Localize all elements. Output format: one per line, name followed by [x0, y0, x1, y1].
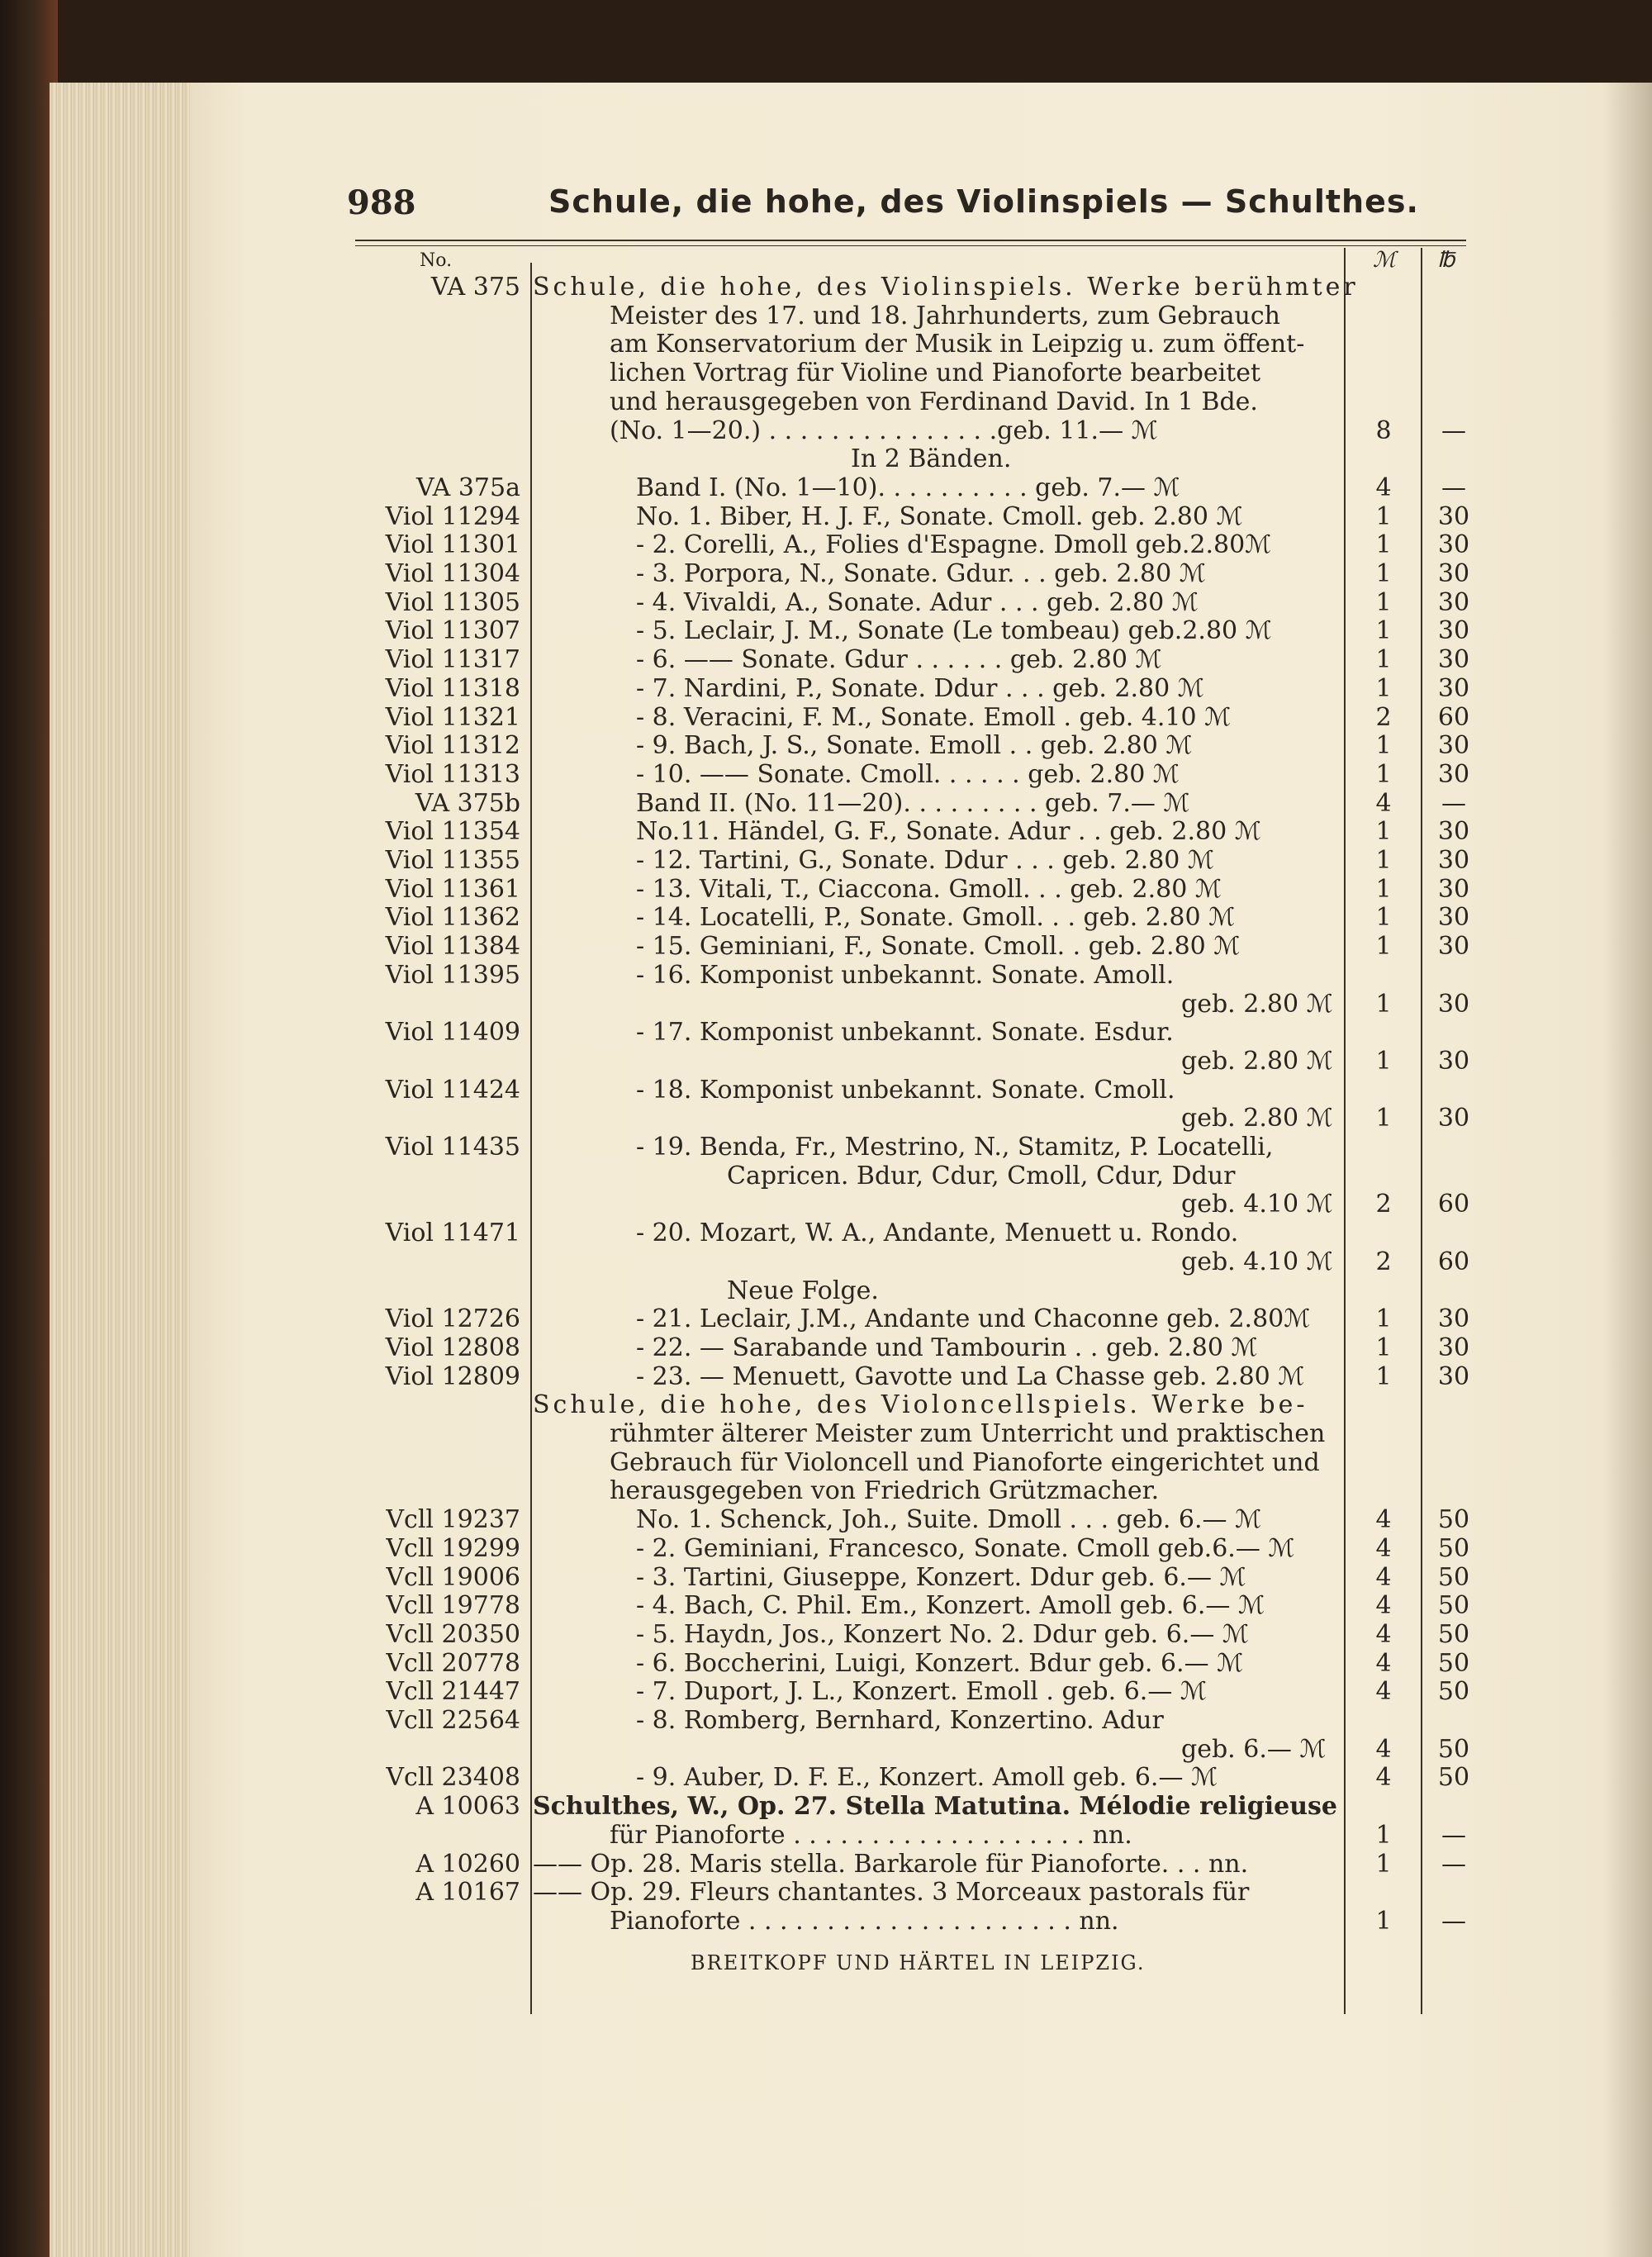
table-row — [190, 502, 1652, 532]
table-row — [190, 588, 1652, 618]
price-pfennig: 30 — [1437, 645, 1470, 675]
price-mark: 1 — [1375, 616, 1392, 646]
entry-text: - 12. Tartini, G., Sonate. Ddur . . . geb. 2.80 ℳ — [636, 846, 1214, 875]
catalog-number: Viol 11424 — [385, 1075, 520, 1105]
table-row — [190, 760, 1652, 790]
price-pfennig: — — [1441, 473, 1466, 502]
entry-text: geb. 4.10 ℳ — [1181, 1190, 1333, 1219]
page-curl-shadow — [1602, 83, 1652, 2257]
price-mark: 1 — [1375, 530, 1392, 560]
catalog-number: Viol 11355 — [385, 846, 520, 875]
entry-text: - 3. Tartini, Giuseppe, Konzert. Ddur geb. 6.— ℳ — [636, 1562, 1246, 1592]
entry-text: - 5. Leclair, J. M., Sonate (Le tombeau) geb.2.80 ℳ — [636, 616, 1272, 646]
catalog-number: Vcll 19006 — [386, 1562, 520, 1592]
entry-text: - 21. Leclair, J.M., Andante und Chaconne geb. 2.80ℳ — [636, 1304, 1311, 1334]
table-row — [190, 846, 1652, 876]
entry-text: Capricen. Bdur, Cdur, Cmoll, Cdur, Ddur — [727, 1161, 1236, 1190]
entry-text: Pianoforte . . . . . . . . . . . . . . . . . . . . . nn. — [610, 1906, 1119, 1936]
header-rule — [355, 240, 1466, 241]
table-row — [190, 1620, 1652, 1650]
catalog-number: A 10167 — [415, 1878, 520, 1908]
table-row — [190, 473, 1652, 503]
entry-text: Meister des 17. und 18. Jahrhunderts, zum Gebrauch — [610, 301, 1280, 330]
price-pfennig: 30 — [1437, 731, 1470, 761]
table-row — [190, 616, 1652, 646]
table-row — [190, 1505, 1652, 1535]
table-row — [190, 1649, 1652, 1679]
table-row — [190, 530, 1652, 560]
entry-text: No. 1. Schenck, Joh., Suite. Dmoll . . . geb. 6.— ℳ — [636, 1505, 1262, 1535]
catalog-number: VA 375 — [430, 273, 520, 302]
table-row — [190, 1276, 1652, 1306]
entry-text: - 20. Mozart, W. A., Andante, Menuett u. Rondo. — [636, 1219, 1239, 1248]
page-title: Schule, die hohe, des Violinspiels — Schulthes. — [548, 183, 1419, 220]
catalog-number: Viol 11362 — [385, 903, 520, 933]
catalog-number: Vcll 22564 — [386, 1706, 520, 1735]
table-row — [190, 990, 1652, 1019]
price-mark: 1 — [1375, 874, 1392, 904]
catalog-number: Vcll 20778 — [386, 1648, 520, 1678]
price-mark: 1 — [1375, 559, 1392, 588]
price-pfennig: 30 — [1437, 989, 1470, 1019]
table-row — [190, 1133, 1652, 1162]
entry-text: - 7. Duport, J. L., Konzert. Emoll . geb. 6.— ℳ — [636, 1677, 1207, 1707]
price-pfennig: 30 — [1437, 1361, 1470, 1391]
entry-text: —— Op. 29. Fleurs chantantes. 3 Morceaux pastorals für — [533, 1878, 1250, 1908]
price-pfennig: — — [1441, 1849, 1466, 1879]
price-pfennig: 60 — [1437, 1247, 1470, 1276]
price-mark: 1 — [1375, 1104, 1392, 1133]
entry-text: - 2. Corelli, A., Folies d'Espagne. Dmoll geb.2.80ℳ — [636, 530, 1272, 560]
price-mark: 2 — [1375, 702, 1392, 732]
entry-text: - 17. Komponist unbekannt. Sonate. Esdur. — [636, 1018, 1174, 1048]
price-mark: 2 — [1375, 1190, 1392, 1219]
table-row — [190, 1362, 1652, 1392]
page-number: 988 — [347, 183, 416, 222]
price-pfennig: 30 — [1437, 616, 1470, 646]
table-row — [190, 1076, 1652, 1105]
price-pfennig: 60 — [1437, 1190, 1470, 1219]
catalog-number: Viol 11471 — [385, 1219, 520, 1248]
table-row — [190, 330, 1652, 359]
table-row — [190, 1735, 1652, 1765]
price-mark: 4 — [1375, 1505, 1392, 1535]
price-mark: 1 — [1375, 1046, 1392, 1076]
catalog-number: Viol 11354 — [385, 817, 520, 847]
price-mark: 4 — [1375, 788, 1392, 818]
price-mark: 8 — [1375, 416, 1392, 445]
table-row — [190, 1591, 1652, 1621]
price-mark: 1 — [1375, 846, 1392, 875]
price-mark: 1 — [1375, 759, 1392, 789]
table-row — [190, 1878, 1652, 1908]
catalog-number: Viol 11305 — [385, 587, 520, 617]
entry-text: geb. 2.80 ℳ — [1181, 989, 1333, 1019]
price-pfennig: 30 — [1437, 846, 1470, 875]
entry-text: - 14. Locatelli, P., Sonate. Gmoll. . . geb. 2.80 ℳ — [636, 903, 1236, 933]
price-mark: 1 — [1375, 587, 1392, 617]
catalog-number: A 10063 — [415, 1792, 520, 1822]
entry-text: - 16. Komponist unbekannt. Sonate. Amoll. — [636, 960, 1175, 990]
entry-text: geb. 2.80 ℳ — [1181, 1104, 1333, 1133]
table-row — [190, 444, 1652, 474]
price-pfennig: 50 — [1437, 1648, 1470, 1678]
price-pfennig: 30 — [1437, 559, 1470, 588]
table-row — [190, 961, 1652, 991]
catalog-number: Viol 11304 — [385, 559, 520, 588]
table-row — [190, 1162, 1652, 1191]
entry-text: No. 1. Biber, H. J. F., Sonate. Cmoll. geb. 2.80 ℳ — [636, 501, 1243, 531]
table-row — [190, 1018, 1652, 1048]
entry-text: und herausgegeben von Ferdinand David. In 1 Bde. — [610, 387, 1258, 416]
entry-text: Schule, die hohe, des Violoncellspiels. Werke be- — [533, 1390, 1308, 1420]
table-row — [190, 674, 1652, 704]
entry-text: - 6. —— Sonate. Gdur . . . . . . geb. 2.80 ℳ — [636, 645, 1162, 675]
catalog-number: Vcll 23408 — [386, 1763, 520, 1793]
entry-text: —— Op. 28. Maris stella. Barkarole für Pianoforte. . . nn. — [533, 1849, 1249, 1879]
entry-text: - 15. Geminiani, F., Sonate. Cmoll. . geb. 2.80 ℳ — [636, 932, 1241, 962]
entry-text: Neue Folge. — [727, 1276, 879, 1305]
catalog-number: VA 375a — [416, 473, 520, 502]
catalog-number: Viol 11318 — [385, 673, 520, 703]
entry-text: In 2 Bänden. — [851, 444, 1012, 474]
price-mark: 4 — [1375, 473, 1392, 502]
price-pfennig: 30 — [1437, 587, 1470, 617]
catalog-number: Viol 11301 — [385, 530, 520, 560]
catalog-number: Viol 11294 — [385, 501, 520, 531]
table-row — [190, 1534, 1652, 1564]
entry-text: - 18. Komponist unbekannt. Sonate. Cmoll. — [636, 1075, 1175, 1105]
entry-text: herausgegeben von Friedrich Grützmacher. — [610, 1476, 1160, 1506]
price-mark: 1 — [1375, 501, 1392, 531]
price-mark: 1 — [1375, 989, 1392, 1019]
price-pfennig: 60 — [1437, 702, 1470, 732]
page-stack-edges — [50, 83, 206, 2257]
table-row — [190, 1247, 1652, 1277]
price-mark: 1 — [1375, 731, 1392, 761]
price-mark: 1 — [1375, 1304, 1392, 1334]
table-row — [190, 1792, 1652, 1822]
catalog-number: Viol 11313 — [385, 759, 520, 789]
entry-text: geb. 4.10 ℳ — [1181, 1247, 1333, 1276]
catalog-number: Viol 12726 — [385, 1304, 520, 1334]
column-header-mark: ℳ — [1373, 248, 1396, 273]
price-mark: 1 — [1375, 1906, 1392, 1936]
entry-text: - 19. Benda, Fr., Mestrino, N., Stamitz, P. Locatelli, — [636, 1133, 1274, 1162]
catalog-number: Vcll 19299 — [386, 1533, 520, 1563]
entry-text: - 5. Haydn, Jos., Konzert No. 2. Ddur geb. 6.— ℳ — [636, 1619, 1249, 1649]
price-pfennig: — — [1441, 1906, 1466, 1936]
catalog-number: Vcll 20350 — [386, 1619, 520, 1649]
entry-text: lichen Vortrag für Violine und Pianoforte bearbeitet — [610, 359, 1261, 388]
catalog-number: Viol 11409 — [385, 1018, 520, 1048]
price-pfennig: 50 — [1437, 1677, 1470, 1707]
catalog-number: Viol 12808 — [385, 1333, 520, 1362]
price-mark: 1 — [1375, 673, 1392, 703]
entry-text: - 8. Romberg, Bernhard, Konzertino. Adur — [636, 1706, 1164, 1735]
catalog-number: Vcll 19778 — [386, 1591, 520, 1621]
publisher-footer: BREITKOPF UND HÄRTEL IN LEIPZIG. — [691, 1951, 1146, 1974]
price-pfennig: 30 — [1437, 1333, 1470, 1362]
entry-text: - 2. Geminiani, Francesco, Sonate. Cmoll geb.6.— ℳ — [636, 1533, 1295, 1563]
header-rule-thin — [355, 245, 1466, 246]
catalog-number: Viol 11317 — [385, 645, 520, 675]
price-pfennig: 30 — [1437, 673, 1470, 703]
entry-text: für Pianoforte . . . . . . . . . . . . . . . . . . . nn. — [610, 1820, 1132, 1850]
price-mark: 1 — [1375, 903, 1392, 933]
table-row — [190, 1677, 1652, 1707]
entry-text: - 23. — Menuett, Gavotte und La Chasse geb. 2.80 ℳ — [636, 1361, 1305, 1391]
price-mark: 4 — [1375, 1763, 1392, 1793]
price-pfennig: 30 — [1437, 1104, 1470, 1133]
catalog-number: Viol 11384 — [385, 932, 520, 962]
price-mark: 1 — [1375, 932, 1392, 962]
table-row — [190, 1047, 1652, 1076]
catalog-number: Vcll 21447 — [386, 1677, 520, 1707]
entry-text: (No. 1—20.) . . . . . . . . . . . . . . .geb. 11.— ℳ — [610, 416, 1158, 445]
catalog-number: Viol 11395 — [385, 960, 520, 990]
entry-text: - 6. Boccherini, Luigi, Konzert. Bdur geb. 6.— ℳ — [636, 1648, 1244, 1678]
price-mark: 1 — [1375, 1849, 1392, 1879]
table-row — [190, 559, 1652, 589]
price-mark: 2 — [1375, 1247, 1392, 1276]
table-row — [190, 1304, 1652, 1334]
price-pfennig: 50 — [1437, 1591, 1470, 1621]
table-row — [190, 273, 1652, 302]
price-pfennig: 50 — [1437, 1533, 1470, 1563]
table-row — [190, 645, 1652, 675]
price-mark: 4 — [1375, 1562, 1392, 1592]
price-pfennig: 50 — [1437, 1619, 1470, 1649]
entry-text: - 3. Porpora, N., Sonate. Gdur. . . geb. 2.80 ℳ — [636, 559, 1206, 588]
catalog-number: Viol 11307 — [385, 616, 520, 646]
price-mark: 1 — [1375, 645, 1392, 675]
table-row — [190, 1763, 1652, 1793]
price-mark: 4 — [1375, 1734, 1392, 1764]
column-header-no: No. — [420, 250, 453, 271]
table-row — [190, 1706, 1652, 1736]
price-pfennig: 30 — [1437, 903, 1470, 933]
catalog-number: Vcll 19237 — [386, 1505, 520, 1535]
catalog-number: Viol 11435 — [385, 1133, 520, 1162]
table-row — [190, 875, 1652, 905]
price-mark: 4 — [1375, 1619, 1392, 1649]
price-pfennig: — — [1441, 416, 1466, 445]
table-row — [190, 1850, 1652, 1879]
table-row — [190, 1190, 1652, 1219]
price-pfennig: 30 — [1437, 759, 1470, 789]
price-pfennig: 50 — [1437, 1734, 1470, 1764]
table-row — [190, 1563, 1652, 1593]
entry-text: - 7. Nardini, P., Sonate. Ddur . . . geb. 2.80 ℳ — [636, 673, 1204, 703]
entry-text: geb. 2.80 ℳ — [1181, 1046, 1333, 1076]
entry-text: - 13. Vitali, T., Ciaccona. Gmoll. . . geb. 2.80 ℳ — [636, 874, 1222, 904]
table-row — [190, 1104, 1652, 1133]
catalog-number: Viol 11321 — [385, 702, 520, 732]
price-pfennig: — — [1441, 1820, 1466, 1850]
entry-text: - 9. Auber, D. F. E., Konzert. Amoll geb. 6.— ℳ — [636, 1763, 1218, 1793]
table-row — [190, 1333, 1652, 1363]
table-row — [190, 387, 1652, 417]
catalog-number: VA 375b — [415, 788, 520, 818]
catalog-number: Viol 11361 — [385, 874, 520, 904]
price-pfennig: 50 — [1437, 1562, 1470, 1592]
entry-text: - 9. Bach, J. S., Sonate. Emoll . . geb. 2.80 ℳ — [636, 731, 1193, 761]
table-row — [190, 903, 1652, 933]
price-mark: 4 — [1375, 1648, 1392, 1678]
table-row — [190, 1821, 1652, 1851]
entry-text: am Konservatorium der Musik in Leipzig u. zum öffent- — [610, 330, 1305, 359]
entry-text: geb. 6.— ℳ — [1181, 1734, 1327, 1764]
table-row — [190, 359, 1652, 388]
price-pfennig: 30 — [1437, 932, 1470, 962]
price-mark: 1 — [1375, 817, 1392, 847]
price-mark: 4 — [1375, 1677, 1392, 1707]
table-row — [190, 789, 1652, 819]
price-pfennig: 50 — [1437, 1505, 1470, 1535]
catalog-number: Viol 11312 — [385, 731, 520, 761]
entry-text: No.11. Händel, G. F., Sonate. Adur . . geb. 2.80 ℳ — [636, 817, 1261, 847]
entry-text: - 4. Bach, C. Phil. Em., Konzert. Amoll geb. 6.— ℳ — [636, 1591, 1265, 1621]
table-row — [190, 1390, 1652, 1420]
entry-text: - 8. Veracini, F. M., Sonate. Emoll . geb. 4.10 ℳ — [636, 702, 1232, 732]
table-row — [190, 731, 1652, 761]
entry-text: rühmter älterer Meister zum Unterricht und praktischen — [610, 1419, 1326, 1448]
price-mark: 4 — [1375, 1591, 1392, 1621]
price-pfennig: 50 — [1437, 1763, 1470, 1793]
table-row — [190, 1907, 1652, 1936]
price-pfennig: — — [1441, 788, 1466, 818]
price-pfennig: 30 — [1437, 1046, 1470, 1076]
price-mark: 1 — [1375, 1361, 1392, 1391]
table-row — [190, 703, 1652, 733]
entry-text: Gebrauch für Violoncell und Pianoforte eingerichtet und — [610, 1447, 1320, 1477]
column-header-pf: ℔ — [1437, 248, 1455, 273]
table-row — [190, 302, 1652, 331]
table-row — [190, 1419, 1652, 1449]
price-pfennig: 30 — [1437, 501, 1470, 531]
table-row — [190, 1219, 1652, 1248]
table-row — [190, 932, 1652, 962]
entry-text: - 4. Vivaldi, A., Sonate. Adur . . . geb. 2.80 ℳ — [636, 587, 1199, 617]
table-row — [190, 817, 1652, 847]
entry-text: - 10. —— Sonate. Cmoll. . . . . . geb. 2.80 ℳ — [636, 759, 1180, 789]
price-mark: 1 — [1375, 1333, 1392, 1362]
entry-text: Schulthes, W., Op. 27. Stella Matutina. Mélodie religieuse — [533, 1792, 1338, 1822]
catalog-number: Viol 12809 — [385, 1361, 520, 1391]
price-mark: 1 — [1375, 1820, 1392, 1850]
entry-text: - 22. — Sarabande und Tambourin . . geb. 2.80 ℳ — [636, 1333, 1258, 1362]
entry-text: Band II. (No. 11—20). . . . . . . . . geb. 7.— ℳ — [636, 788, 1190, 818]
catalog-number: A 10260 — [415, 1849, 520, 1879]
table-row — [190, 416, 1652, 446]
price-pfennig: 30 — [1437, 817, 1470, 847]
entry-text: Schule, die hohe, des Violinspiels. Werke berühmter — [533, 273, 1359, 302]
entry-text: Band I. (No. 1—10). . . . . . . . . . geb. 7.— ℳ — [636, 473, 1180, 502]
price-pfennig: 30 — [1437, 874, 1470, 904]
price-pfennig: 30 — [1437, 530, 1470, 560]
table-row — [190, 1476, 1652, 1506]
catalog-page — [190, 83, 1652, 2257]
price-mark: 4 — [1375, 1533, 1392, 1563]
table-row — [190, 1448, 1652, 1478]
price-pfennig: 30 — [1437, 1304, 1470, 1334]
